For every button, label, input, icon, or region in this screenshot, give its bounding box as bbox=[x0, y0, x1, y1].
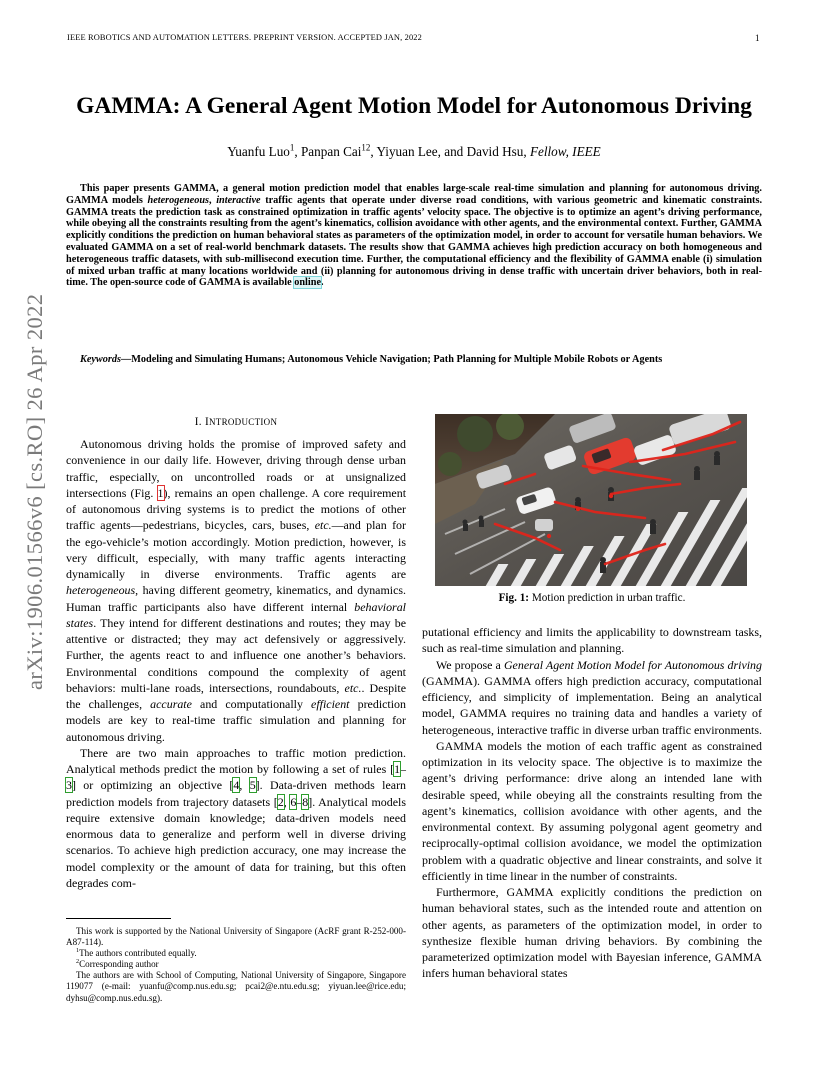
keywords bbox=[66, 354, 762, 366]
online-link[interactable]: online bbox=[294, 277, 322, 289]
running-head: IEEE ROBOTICS AND AUTOMATION LETTERS. PREPRINT VERSION. ACCEPTED JAN, 2022 bbox=[67, 33, 422, 42]
citation-link[interactable]: 8 bbox=[302, 794, 309, 809]
citation-link[interactable]: 2 bbox=[277, 794, 284, 809]
section-title-rest: NTRODUCTION bbox=[208, 417, 278, 427]
author-name: , Panpan Cai bbox=[294, 144, 362, 159]
figure-label: Fig. 1: bbox=[498, 592, 530, 604]
section-heading bbox=[66, 416, 406, 428]
abstract-emphasis: interactive bbox=[216, 194, 261, 206]
footnote: This work is supported by the National University of Singapore (AcRF grant R-252-000-A87-114). bbox=[66, 926, 406, 948]
abstract-text: . bbox=[321, 277, 324, 289]
author-name: Yuanfu Luo bbox=[227, 144, 290, 159]
paragraph: GAMMA models the motion of each traffic agent as constrained optimization in its velocity space. The objective is to maximize the agent’s driving performance: drive along an intended lane with desirable speed, while obeying all the constraints resulting from the agent’s kinematics, collision avoidance with other agents, and the environmental context. By assuming polygonal agent geometry and reciprocally-optimal collision avoidance, we model the optimization problem with a quadratic objective and linear constraints, and solve it efficiently in time linear in the number of constraints. bbox=[422, 738, 762, 883]
footnote: $^2$Corresponding author bbox=[76, 958, 159, 970]
figure-caption bbox=[422, 592, 762, 604]
figure-traffic-photo bbox=[435, 414, 747, 586]
paragraph: Autonomous driving holds the promise of improved safety and convenience in our daily life. However, driving through dense urban traffic, especially, on uncontrolled roads or at unsignalized intersections (Fig. 1), remains an open challenge. A core requirement of autonomous driving systems is to predict the motions of other traffic agents—pedestrians, bicycles, cars, buses, etc.—and plan for the ego-vehicle’s motion accordingly. Motion prediction, however, is very difficult, especially, with many traffic agents interacting dynamically in diverse environments. Traffic agents are heterogeneous, having different geometry, kinematics, and dynamics. Human traffic participants also have different internal behavioral states. They intend for different destinations and routes; they may be attentive or distracted; they may act defensively or aggressively. Further, the agents react to and influence one another’s behaviors. Environmental conditions compound the complexity of agent behaviors: multi-lane roads, intersections, roundabouts, etc.. Despite the challenges, accurate and computationally efficient prediction models are key to real-time traffic simulation and planning for autonomous driving. bbox=[66, 437, 407, 744]
footnote-rule bbox=[66, 918, 171, 919]
abstract-text: traffic agents that operate under diverse road conditions, with various geometric and kinematic constraints. GAMMA treats the prediction task as constrained optimization in traffic agents’ velocity space. The objective is to optimize an agent’s driving performance, while obeying all the constraints resulting from the agent’s kinematics, collision avoidance with other agents, and the environmental context. Further, GAMMA explicitly conditions the prediction on human behavioral states as parameters of the optimization model, in order to account for versatile human behaviors. We evaluated GAMMA on a set of real-world benchmark datasets. The results show that GAMMA achieves high prediction accuracy on both homogeneous and heterogeneous traffic datasets, with sub-millisecond execution time. Further, the computational efficiency and the flexibility of GAMMA enable (i) simulation of mixed urban traffic at many locations worldwide and (ii) planning for autonomous driving in dense traffic with uncertain driver behaviors, both in real-time. The open-source code of GAMMA is available bbox=[66, 194, 763, 289]
abstract-text: This paper presents GAMMA, a general motion prediction model that enables large-scale real-time simulation and planning for autonomous driving. GAMMA models bbox=[66, 183, 762, 206]
author-name: , Yiyuan Lee, and David Hsu, bbox=[370, 144, 530, 159]
paragraph: putational efficiency and limits the applicability to downstream tasks, such as real-time simulation and planning. bbox=[422, 625, 762, 656]
paragraph: Furthermore, GAMMA explicitly conditions the prediction on human behavioral states, such as the intended route and attention on other agents, as parameters of the optimization model, in order to synthesize flexible human driving behaviors. By combining the parameterized optimization model with Bayesian inference, GAMMA infers human behavioral states bbox=[422, 885, 762, 981]
abstract-text: , bbox=[209, 194, 217, 206]
figure-caption-text: Motion prediction in urban traffic. bbox=[529, 592, 686, 604]
keywords-label: Keywords bbox=[80, 354, 121, 365]
citation-link[interactable]: 5 bbox=[249, 778, 256, 793]
abstract-emphasis: heterogeneous bbox=[147, 194, 210, 206]
section-numeral: I. bbox=[194, 416, 205, 428]
page-number: 1 bbox=[755, 33, 760, 43]
author-fellow: Fellow, IEEE bbox=[529, 144, 601, 159]
citation-link[interactable]: 6 bbox=[290, 794, 297, 809]
abstract bbox=[66, 183, 762, 289]
keywords-text: —Modeling and Simulating Humans; Autonomous Vehicle Navigation; Path Planning for Multiple Mobile Robots or Agents bbox=[121, 354, 663, 365]
citation-link[interactable]: 3 bbox=[66, 778, 72, 793]
right-column bbox=[422, 624, 762, 982]
left-column bbox=[66, 436, 406, 891]
paragraph: We propose a General Agent Motion Model for Autonomous driving (GAMMA). GAMMA offers high prediction accuracy, computational efficiency, and simplicity of implementation. Being an analytical model, GAMMA requires no training data and handles a variety of heterogeneous, interactive traffic in diverse urban traffic environments. bbox=[422, 657, 762, 737]
footnotes bbox=[66, 926, 406, 1004]
figure-ref-link[interactable]: 1 bbox=[157, 485, 164, 500]
traffic-photo-image bbox=[435, 414, 747, 586]
footnote: $^1$The authors contributed equally. bbox=[76, 947, 197, 959]
footnote: The authors are with School of Computing, National University of Singapore, Singapore 119077 (e-mail: yuanfu@comp.nus.edu.sg; pcai2@e.ntu.edu.sg; yiyuan.lee@rice.edu; dyhsu@comp.nus.edu.sg). bbox=[66, 970, 406, 1003]
author-affil-mark: 12 bbox=[361, 142, 371, 153]
author-affil-mark: 1 bbox=[289, 142, 295, 153]
citation-link[interactable]: 4 bbox=[233, 778, 240, 793]
paragraph: There are two main approaches to traffic motion prediction. Analytical methods predict the motion by following a set of rules [1–3] or optimizing an objective [4, 5]. Data-driven methods learn prediction models from trajectory datasets [2, 6–8]. Analytical models require extensive domain knowledge; data-driven models need enormous data to generalize and perform well in diverse driving scenarios. To achieve high prediction accuracy, one may increase the model complexity or the amount of data for training, but this often degrades com- bbox=[66, 745, 407, 890]
author-list bbox=[0, 144, 828, 160]
arxiv-stamp[interactable]: arXiv:1906.01566v6 [cs.RO] 26 Apr 2022 bbox=[22, 293, 47, 690]
section-title-first: I bbox=[204, 416, 209, 428]
paper-title: GAMMA: A General Agent Motion Model for Autonomous Driving bbox=[76, 93, 752, 119]
citation-link[interactable]: 1 bbox=[394, 762, 401, 776]
